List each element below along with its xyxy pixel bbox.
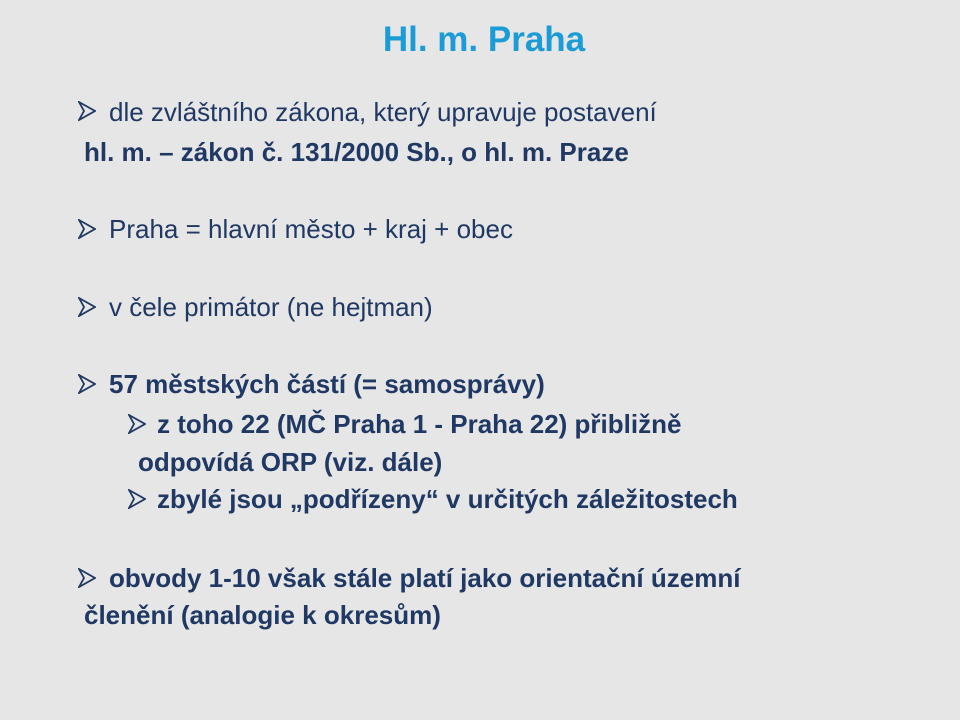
bullet-4-line-1: 57 městských částí (= samosprávy) — [109, 369, 545, 399]
arrowhead-bullet-icon — [78, 568, 96, 588]
bullet-3-line-1: v čele primátor (ne hejtman) — [109, 292, 433, 322]
bullet-5-line-1: obvody 1-10 však stále platí jako orientační územní — [109, 563, 741, 593]
arrowhead-bullet-icon — [78, 101, 96, 121]
sub-bullet-1-line-2: odpovídá ORP (viz. dále) — [138, 447, 443, 477]
bullet-5-line-2: členění (analogie k okresům) — [84, 600, 441, 630]
bullet-1-line-1: dle zvláštního zákona, který upravuje postavení — [109, 97, 657, 127]
slide-title: Hl. m. Praha — [382, 20, 586, 59]
bullet-2-line-1: Praha = hlavní město + kraj + obec — [109, 214, 513, 244]
arrowhead-bullet-icon — [128, 489, 146, 509]
sub-bullet-2-line-1: zbylé jsou „podřízeny“ v určitých záležitostech — [157, 484, 738, 514]
arrowhead-bullet-icon — [78, 297, 96, 317]
arrowhead-bullet-icon — [128, 414, 146, 434]
bullet-1-line-2: hl. m. – zákon č. 131/2000 Sb., o hl. m. Praze — [84, 137, 629, 167]
arrowhead-bullet-icon — [78, 374, 96, 394]
sub-bullet-1-line-1: z toho 22 (MČ Praha 1 - Praha 22) přibližně — [157, 409, 682, 439]
arrowhead-bullet-icon — [78, 219, 96, 239]
